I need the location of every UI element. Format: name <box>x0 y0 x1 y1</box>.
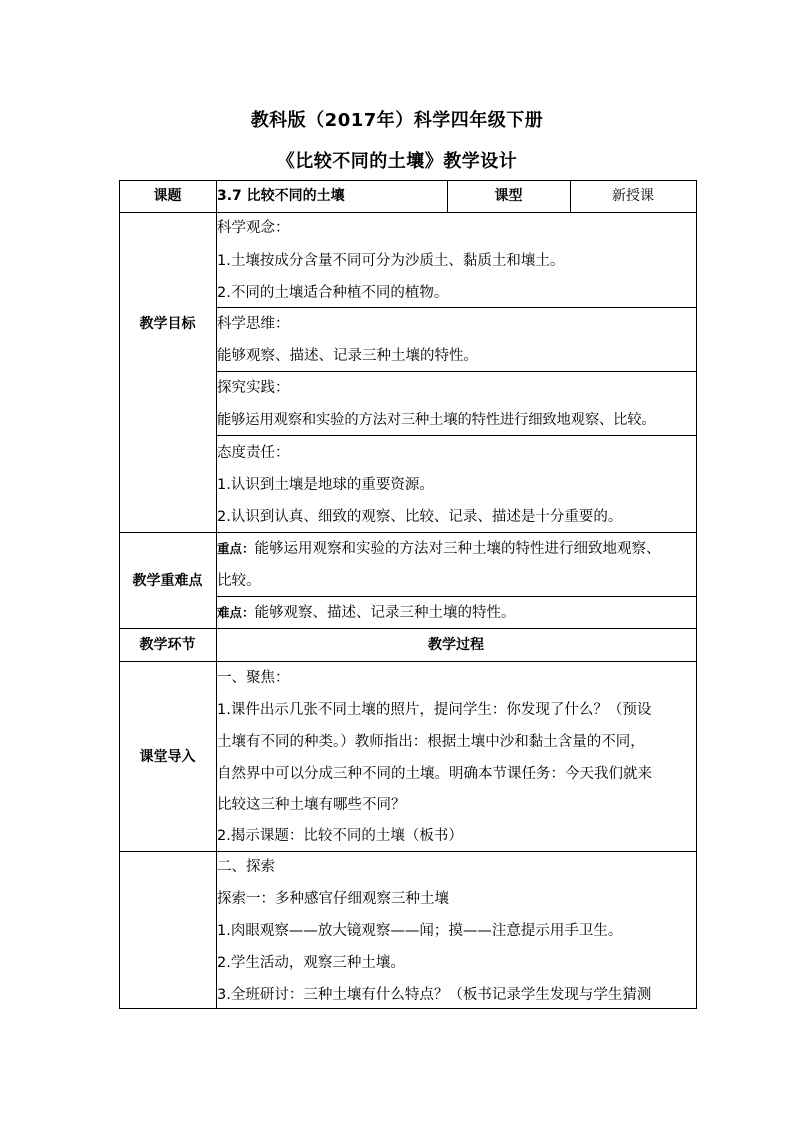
goal-practice-heading: 探究实践： <box>217 380 290 396</box>
document-title: 教科版（2017年）科学四年级下册 <box>250 110 544 131</box>
explore-line: 2.学生活动，观察三种土壤。 <box>217 955 405 971</box>
topic-label: 课题 <box>153 188 182 204</box>
key-text: 能够运用观察和实验的方法对三种土壤的特性进行细致地观察、 <box>254 541 661 557</box>
goal-concept-item: 2.不同的土壤适合种植不同的植物。 <box>217 285 449 301</box>
explore-line: 探索一：多种感官仔细观察三种土壤 <box>217 891 449 907</box>
goal-thinking-item: 能够观察、描述、记录三种土壤的特性。 <box>217 348 478 364</box>
intro-line: 一、聚焦： <box>217 670 290 686</box>
intro-line: 比较这三种土壤有哪些不同？ <box>217 797 406 813</box>
goal-concept-item: 1.土壤按成分含量不同可分为沙质土、黏质土和壤土。 <box>217 253 565 269</box>
goal-practice-item: 能够运用观察和实验的方法对三种土壤的特性进行细致地观察、比较。 <box>217 412 656 428</box>
explore-line: 3.全班研讨：三种土壤有什么特点？（板书记录学生发现与学生猜测 <box>217 987 652 1003</box>
intro-line: 土壤有不同的种类。）教师指出：根据土壤中沙和黏土含量的不同， <box>217 734 645 750</box>
topic-value: 3.7 比较不同的土壤 <box>217 188 345 204</box>
type-value: 新授课 <box>612 188 654 204</box>
document-subtitle: 《比较不同的土壤》教学设计 <box>276 151 518 172</box>
explore-line: 二、探索 <box>217 859 275 875</box>
intro-line: 2.揭示课题：比较不同的土壤（板书） <box>217 828 463 844</box>
stage-header: 教学环节 <box>139 637 196 653</box>
key-text-continued: 比较。 <box>217 573 261 589</box>
diff-text: 能够观察、描述、记录三种土壤的特性。 <box>254 605 516 621</box>
key-prefix: 重点： <box>217 541 255 556</box>
goal-attitude-heading: 态度责任： <box>217 445 290 461</box>
intro-line: 1.课件出示几张不同土壤的照片，提问学生：你发现了什么？（预设 <box>217 702 652 718</box>
process-header: 教学过程 <box>428 637 484 653</box>
type-label: 课型 <box>494 188 523 204</box>
difficult-point <box>217 605 516 621</box>
goal-attitude-item: 2.认识到认真、细致的观察、比较、记录、描述是十分重要的。 <box>217 509 623 525</box>
goal-attitude-item: 1.认识到土壤是地球的重要资源。 <box>217 477 434 493</box>
intro-label: 课堂导入 <box>139 749 196 765</box>
goals-label: 教学目标 <box>139 316 196 332</box>
keypoints-label: 教学重难点 <box>132 573 203 589</box>
diff-prefix: 难点： <box>217 605 255 620</box>
explore-line: 1.肉眼观察——放大镜观察——闻；摸——注意提示用手卫生。 <box>217 923 623 939</box>
key-point <box>217 541 661 557</box>
goal-concept-heading: 科学观念： <box>217 220 290 236</box>
intro-line: 自然界中可以分成三种不同的土壤。明确本节课任务：今天我们就来 <box>217 766 652 782</box>
goal-thinking-heading: 科学思维： <box>217 316 290 332</box>
